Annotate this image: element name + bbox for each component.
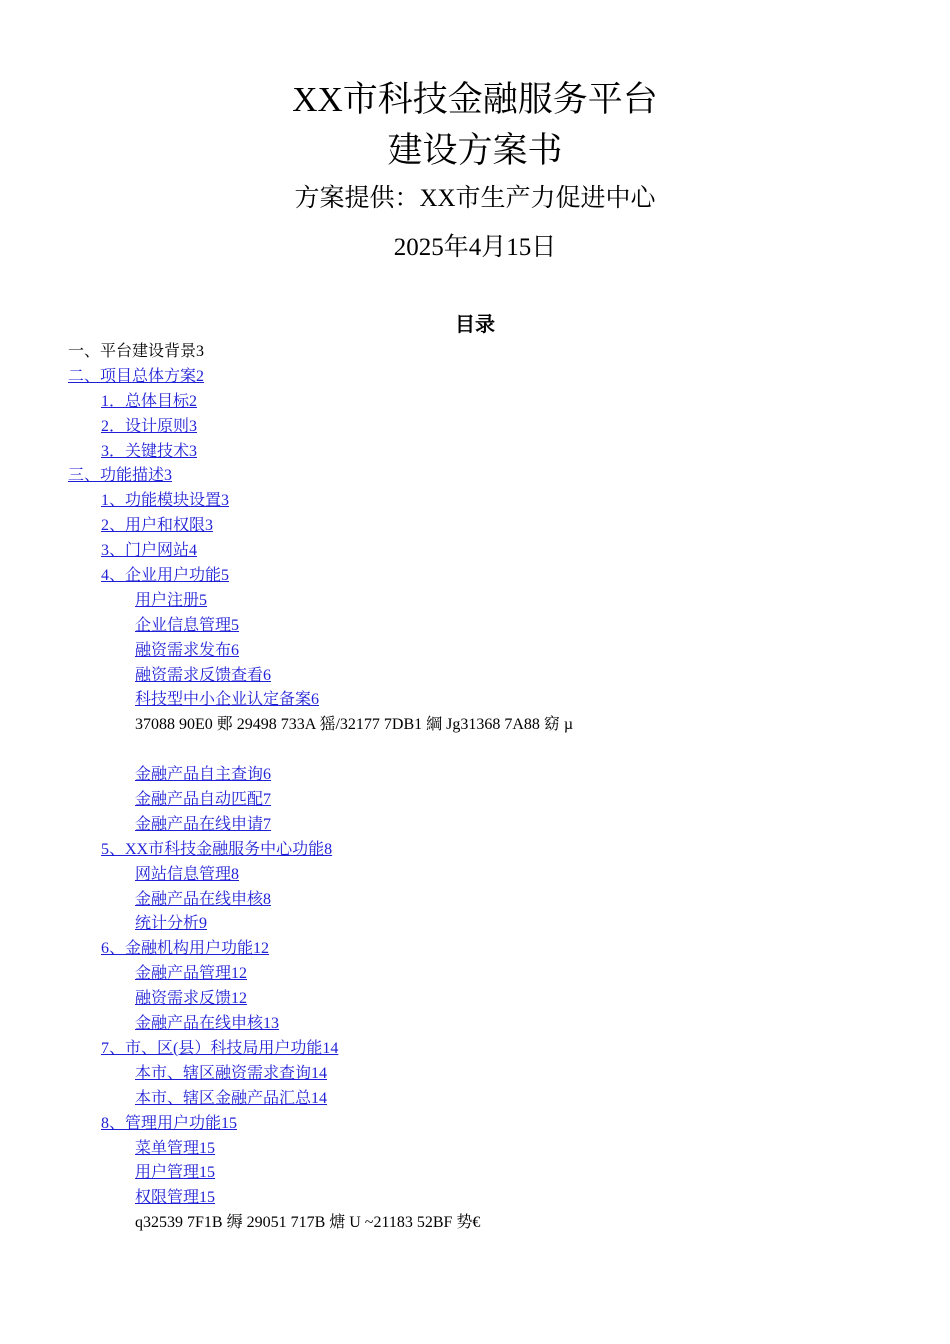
toc-link[interactable]: 6、金融机构用户功能12 <box>101 940 270 958</box>
toc-entry[interactable] <box>0 614 950 639</box>
toc-text: 37088 90E0 郠 29498 733A 猺/32177 7DB1 綱 Jg31368 7A88 窈 µ <box>135 716 574 734</box>
toc-link[interactable]: 科技型中小企业认定备案6 <box>135 691 320 709</box>
toc-link[interactable]: 用户注册5 <box>135 591 208 609</box>
toc-entry[interactable] <box>0 1062 950 1087</box>
toc-link[interactable]: 三、功能描述3 <box>68 467 173 485</box>
toc-link[interactable]: 4、企业用户功能5 <box>101 567 230 585</box>
toc-link[interactable]: 统计分析9 <box>135 915 208 933</box>
toc-link[interactable]: 7、市、区(县）科技局用户功能14 <box>101 1039 339 1057</box>
toc-link[interactable]: 5、XX市科技金融服务中心功能8 <box>101 840 333 858</box>
toc-link[interactable]: 本市、辖区融资需求查询14 <box>135 1064 328 1082</box>
document-subtitle: 建设方案书 <box>387 131 563 170</box>
toc-link[interactable]: 金融产品在线申核8 <box>135 890 272 908</box>
toc-entry[interactable] <box>0 1012 950 1037</box>
toc-text: 一、平台建设背景3 <box>68 343 205 360</box>
toc-entry[interactable] <box>0 863 950 888</box>
toc-entry[interactable] <box>0 788 950 813</box>
toc-heading: 目录 <box>455 312 495 336</box>
document-provider: 方案提供：XX市生产力促进中心 <box>294 185 656 212</box>
toc-link[interactable]: 用户管理15 <box>135 1164 216 1182</box>
document-title: XX市科技金融服务平台 <box>292 80 658 119</box>
toc-entry[interactable] <box>0 1087 950 1112</box>
toc-entry[interactable] <box>0 564 950 589</box>
toc-link[interactable]: 2．设计原则3 <box>101 417 198 435</box>
toc-entry[interactable] <box>0 888 950 913</box>
toc-link[interactable]: 1、功能模块设置3 <box>101 492 230 510</box>
toc-entry[interactable] <box>0 464 950 489</box>
toc-link[interactable]: 权限管理15 <box>135 1189 216 1207</box>
toc-entry[interactable] <box>0 440 950 465</box>
toc-text: q32539 7F1B 缛 29051 717B 煻 U ~21183 52BF 势€ <box>135 1214 481 1232</box>
toc-link[interactable]: 金融产品自动匹配7 <box>135 791 272 809</box>
document-date: 2025年4月15日 <box>393 234 557 261</box>
toc-entry <box>0 340 950 365</box>
toc-link[interactable]: 2、用户和权限3 <box>101 517 214 535</box>
toc-entry[interactable] <box>0 962 950 987</box>
toc-link[interactable]: 3．关键技术3 <box>101 442 198 460</box>
toc-link[interactable]: 二、项目总体方案2 <box>68 367 205 385</box>
toc-entry[interactable] <box>0 589 950 614</box>
toc-spacer <box>0 738 950 763</box>
toc-link[interactable]: 金融产品在线申请7 <box>135 815 272 833</box>
toc-entry[interactable] <box>0 1161 950 1186</box>
toc-entry[interactable] <box>0 912 950 937</box>
toc-entry[interactable] <box>0 1037 950 1062</box>
toc-link[interactable]: 企业信息管理5 <box>135 616 240 634</box>
toc-link[interactable]: 融资需求反馈查看6 <box>135 666 272 684</box>
toc-entry[interactable] <box>0 365 950 390</box>
toc-link[interactable]: 融资需求反馈12 <box>135 990 248 1008</box>
toc-entry[interactable] <box>0 987 950 1012</box>
toc-entry[interactable] <box>0 415 950 440</box>
toc-entry[interactable] <box>0 838 950 863</box>
toc-entry[interactable] <box>0 1186 950 1211</box>
toc-link[interactable]: 1．总体目标2 <box>101 392 198 410</box>
toc-entry[interactable] <box>0 1112 950 1137</box>
toc-link[interactable]: 网站信息管理8 <box>135 865 240 883</box>
toc-entry[interactable] <box>0 664 950 689</box>
toc-entry[interactable] <box>0 688 950 713</box>
toc-link[interactable]: 金融产品管理12 <box>135 965 248 983</box>
toc-entry[interactable] <box>0 539 950 564</box>
toc-link[interactable]: 3、门户网站4 <box>101 542 198 560</box>
toc-link[interactable]: 菜单管理15 <box>135 1139 216 1157</box>
toc-link[interactable]: 金融产品在线申核13 <box>135 1015 280 1033</box>
toc-link[interactable]: 本市、辖区金融产品汇总14 <box>135 1089 328 1107</box>
toc-entry[interactable] <box>0 1137 950 1162</box>
toc-entry[interactable] <box>0 937 950 962</box>
toc-entry <box>0 713 950 738</box>
toc-entry[interactable] <box>0 390 950 415</box>
toc-link[interactable]: 金融产品自主查询6 <box>135 766 272 784</box>
toc-entry[interactable] <box>0 639 950 664</box>
toc-link[interactable]: 融资需求发布6 <box>135 641 240 659</box>
toc-entry <box>0 1211 950 1236</box>
toc-entry[interactable] <box>0 813 950 838</box>
toc-entry[interactable] <box>0 514 950 539</box>
toc-link[interactable]: 8、管理用户功能15 <box>101 1114 238 1132</box>
toc-entry[interactable] <box>0 489 950 514</box>
toc-entry[interactable] <box>0 763 950 788</box>
table-of-contents <box>0 340 950 1236</box>
